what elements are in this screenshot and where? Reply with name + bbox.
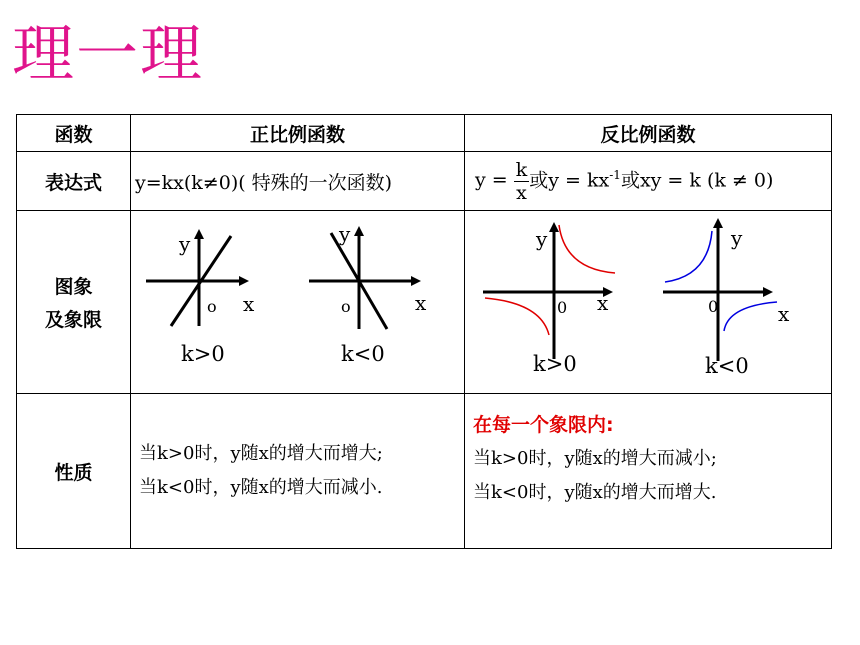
linear-properties <box>131 394 465 549</box>
inverse-or-form1: 或y = kx <box>529 169 610 191</box>
y-arrow <box>194 229 204 239</box>
linear-property-1: 当k>0时，y随x的增大而增大; <box>139 443 383 464</box>
y-label: y <box>339 222 351 246</box>
linear-expression: y=kx(k≠0)( 特殊的一次函数) <box>131 152 465 211</box>
linear-graphs-cell <box>131 211 465 394</box>
inverse-y-eq: y = <box>475 169 508 191</box>
x-label: x <box>778 302 790 326</box>
inverse-graph-kpos <box>483 222 615 376</box>
expression-label: 表达式 <box>17 152 131 211</box>
graph-label-line2: 及象限 <box>44 309 102 331</box>
hyperbola-q3 <box>485 298 549 335</box>
inverse-expression <box>465 152 832 211</box>
fraction-k-over-x <box>514 159 530 204</box>
hyperbola-q1 <box>559 225 615 273</box>
origin-label: 0 <box>557 298 568 317</box>
x-label: x <box>415 291 427 315</box>
origin-label: o <box>207 297 217 316</box>
y-label: y <box>731 226 743 250</box>
k-label: k<0 <box>341 342 385 366</box>
header-function: 函数 <box>17 115 131 152</box>
y-label: y <box>536 227 548 251</box>
fraction-denominator: x <box>516 181 527 204</box>
k-label: k>0 <box>181 342 225 366</box>
x-arrow <box>411 276 421 286</box>
x-arrow <box>239 276 249 286</box>
inverse-properties <box>465 394 832 549</box>
x-arrow <box>763 287 773 297</box>
property-row <box>17 394 832 549</box>
hyperbola-q4 <box>724 302 777 331</box>
x-label: x <box>243 292 255 316</box>
graph-row <box>17 211 832 394</box>
inverse-property-heading: 在每一个象限内: <box>473 414 614 436</box>
graph-label <box>17 211 131 394</box>
inverse-or-form2: 或xy = k (k ≠ 0) <box>620 169 774 191</box>
property-label: 性质 <box>17 394 131 549</box>
inverse-graphs <box>465 211 832 389</box>
y-arrow <box>713 218 723 228</box>
header-direct-proportion: 正比例函数 <box>131 115 465 152</box>
linear-graph-kneg <box>309 222 427 366</box>
inverse-exponent: -1 <box>609 167 621 182</box>
linear-graphs <box>131 211 465 389</box>
hyperbola-q2 <box>665 231 712 282</box>
inverse-property-2: 当k<0时，y随x的增大而增大. <box>473 482 717 503</box>
k-label: k<0 <box>705 354 749 378</box>
inverse-graphs-cell <box>465 211 832 394</box>
graph-label-line1: 图象 <box>54 276 93 298</box>
header-row <box>17 115 832 152</box>
k-label: k>0 <box>533 352 577 376</box>
linear-graph-kpos <box>146 229 255 366</box>
inverse-graph-kneg <box>663 218 790 378</box>
origin-label: 0 <box>708 297 719 316</box>
inverse-property-1: 当k>0时，y随x的增大而减小; <box>473 448 717 469</box>
origin-label: o <box>341 297 351 316</box>
linear-property-2: 当k<0时，y随x的增大而减小. <box>139 477 383 498</box>
page-title: 理一理 <box>12 17 205 90</box>
header-inverse-proportion: 反比例函数 <box>465 115 832 152</box>
y-arrow <box>549 222 559 232</box>
y-label: y <box>179 232 191 256</box>
expression-row <box>17 152 832 211</box>
fraction-numerator: k <box>515 158 528 181</box>
y-arrow <box>354 226 364 236</box>
x-label: x <box>597 291 609 315</box>
comparison-table <box>16 114 832 549</box>
